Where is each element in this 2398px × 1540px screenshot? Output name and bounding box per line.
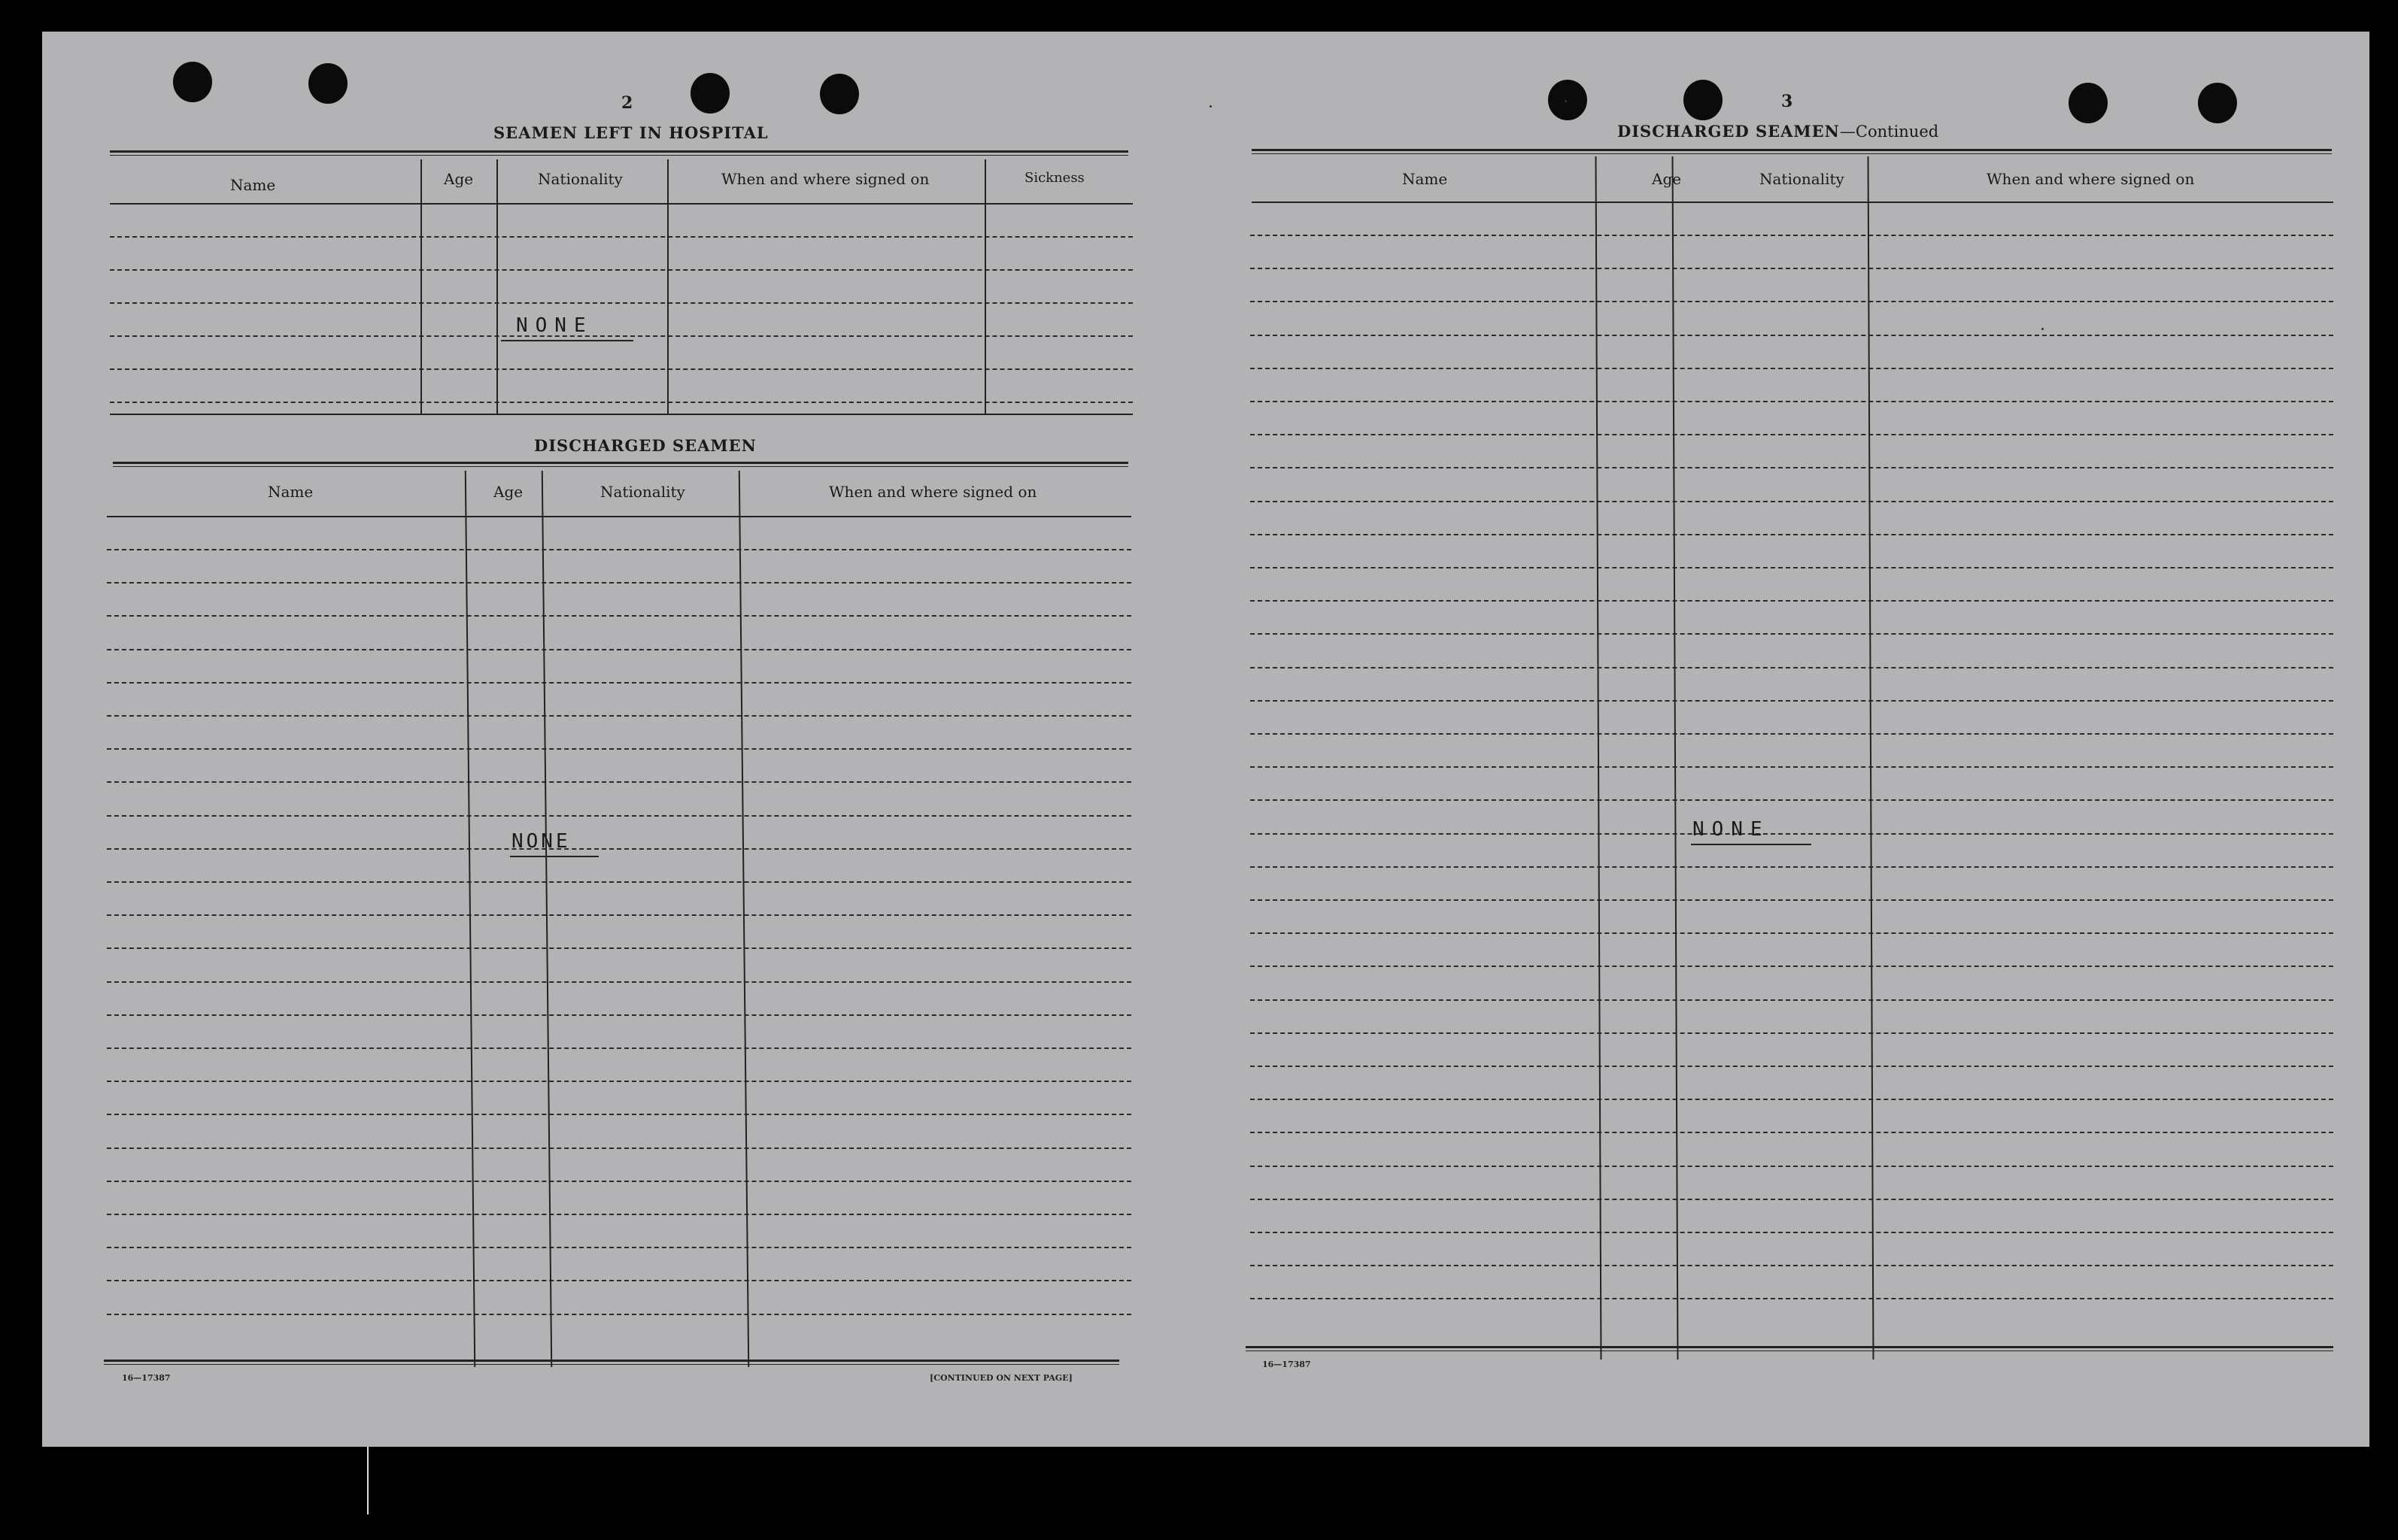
row-line xyxy=(1250,833,2333,835)
column-divider xyxy=(465,471,475,1367)
row-line xyxy=(107,914,1131,916)
row-line xyxy=(1250,667,2333,668)
paper-speck xyxy=(1565,100,1567,102)
column-header-name: Name xyxy=(268,483,314,501)
section-rule xyxy=(113,462,1128,467)
row-line xyxy=(1250,932,2333,934)
column-divider xyxy=(667,159,669,415)
discharged-continued-entry: NONE xyxy=(1692,818,1770,841)
row-line xyxy=(1250,235,2333,236)
row-line xyxy=(107,781,1131,783)
row-line xyxy=(107,549,1131,550)
row-line xyxy=(110,269,1133,271)
row-line xyxy=(107,1014,1131,1016)
row-line xyxy=(1250,1032,2333,1034)
row-line xyxy=(1250,501,2333,502)
row-line xyxy=(107,1214,1131,1215)
page-number: 3 xyxy=(1781,92,1793,111)
discharged-section-title: DISCHARGED SEAMEN xyxy=(534,436,757,455)
typed-underline xyxy=(510,856,599,857)
section-rule xyxy=(1252,149,2332,154)
table-bottom-rule xyxy=(110,414,1133,415)
row-line xyxy=(1250,733,2333,735)
row-line xyxy=(107,1047,1131,1049)
column-divider xyxy=(985,159,986,415)
row-line xyxy=(1250,799,2333,801)
form-number: 16—17387 xyxy=(1262,1360,1311,1369)
title-text: DISCHARGED SEAMEN xyxy=(1617,122,1840,141)
row-line xyxy=(1250,766,2333,768)
scanner-edge-mark xyxy=(367,1447,369,1514)
row-line xyxy=(107,1147,1131,1149)
column-header-age: Age xyxy=(493,483,524,501)
row-line xyxy=(1250,1298,2333,1299)
row-line xyxy=(107,947,1131,949)
column-header-age: Age xyxy=(444,170,474,188)
typed-underline xyxy=(1691,844,1811,845)
row-line xyxy=(107,1114,1131,1115)
row-line xyxy=(1250,335,2333,336)
row-line xyxy=(1250,600,2333,602)
right-page xyxy=(1208,32,2369,1447)
column-divider xyxy=(1595,156,1602,1360)
column-header-nationality: Nationality xyxy=(1759,170,1844,188)
paper-speck xyxy=(2041,328,2044,330)
row-line xyxy=(107,848,1131,850)
column-divider xyxy=(1672,156,1679,1360)
table-bottom-rule xyxy=(104,1360,1119,1365)
column-header-name: Name xyxy=(1402,170,1448,188)
page-number: 2 xyxy=(621,93,633,113)
row-line xyxy=(1250,467,2333,468)
row-line xyxy=(110,368,1133,370)
column-header-nationality: Nationality xyxy=(538,170,623,188)
row-line xyxy=(1250,999,2333,1001)
row-line xyxy=(1250,1099,2333,1100)
column-header-age: Age xyxy=(1652,170,1682,188)
hospital-section-title: SEAMEN LEFT IN HOSPITAL xyxy=(493,123,769,142)
row-line xyxy=(107,1081,1131,1082)
row-line xyxy=(110,402,1133,403)
header-rule xyxy=(107,516,1131,517)
hospital-entry: NONE xyxy=(516,314,593,337)
row-line xyxy=(1250,301,2333,302)
row-line xyxy=(110,302,1133,304)
column-divider xyxy=(1868,156,1874,1360)
paper-speck xyxy=(1210,105,1212,108)
left-page xyxy=(42,32,1208,1447)
title-suffix: —Continued xyxy=(1839,123,1939,141)
column-header-signed-on: When and where signed on xyxy=(721,170,930,188)
row-line xyxy=(1250,401,2333,402)
row-line xyxy=(110,236,1133,238)
row-line xyxy=(1250,700,2333,702)
row-line xyxy=(1250,1066,2333,1067)
row-line xyxy=(1250,966,2333,967)
column-divider xyxy=(739,471,749,1367)
column-divider xyxy=(496,159,498,415)
column-header-sickness: Sickness xyxy=(1024,170,1085,186)
row-line xyxy=(1250,534,2333,535)
row-line xyxy=(107,1247,1131,1248)
row-line xyxy=(1250,368,2333,369)
row-line xyxy=(107,649,1131,650)
discharged-continued-title xyxy=(1617,122,1938,141)
row-line xyxy=(1250,1199,2333,1200)
typed-underline xyxy=(501,340,633,341)
column-header-signed-on: When and where signed on xyxy=(1987,170,2195,188)
column-header-signed-on: When and where signed on xyxy=(829,483,1037,501)
row-line xyxy=(1250,1166,2333,1167)
row-line xyxy=(107,582,1131,584)
row-line xyxy=(1250,1265,2333,1266)
row-line xyxy=(107,715,1131,717)
table-bottom-rule xyxy=(1246,1346,2333,1351)
row-line xyxy=(107,682,1131,684)
row-line xyxy=(107,815,1131,817)
row-line xyxy=(107,615,1131,617)
row-line xyxy=(107,1314,1131,1315)
row-line xyxy=(107,981,1131,983)
form-number: 16—17387 xyxy=(122,1373,171,1383)
row-line xyxy=(1250,567,2333,568)
row-line xyxy=(1250,268,2333,269)
row-line xyxy=(110,335,1133,337)
row-line xyxy=(1250,1232,2333,1233)
row-line xyxy=(107,881,1131,883)
section-rule xyxy=(110,150,1128,156)
row-line xyxy=(1250,866,2333,868)
continued-note: [CONTINUED ON NEXT PAGE] xyxy=(930,1373,1073,1383)
row-line xyxy=(1250,434,2333,435)
column-header-nationality: Nationality xyxy=(600,483,685,501)
header-rule xyxy=(110,203,1133,205)
row-line xyxy=(1250,899,2333,901)
column-divider xyxy=(542,471,552,1367)
column-divider xyxy=(420,159,422,415)
row-line xyxy=(1250,633,2333,635)
row-line xyxy=(1250,1132,2333,1133)
row-line xyxy=(107,1280,1131,1281)
row-line xyxy=(107,748,1131,750)
scanned-document xyxy=(42,32,2369,1447)
discharged-entry: NONE xyxy=(511,830,571,853)
column-header-name: Name xyxy=(230,176,276,194)
header-rule xyxy=(1252,202,2333,203)
row-line xyxy=(107,1181,1131,1182)
